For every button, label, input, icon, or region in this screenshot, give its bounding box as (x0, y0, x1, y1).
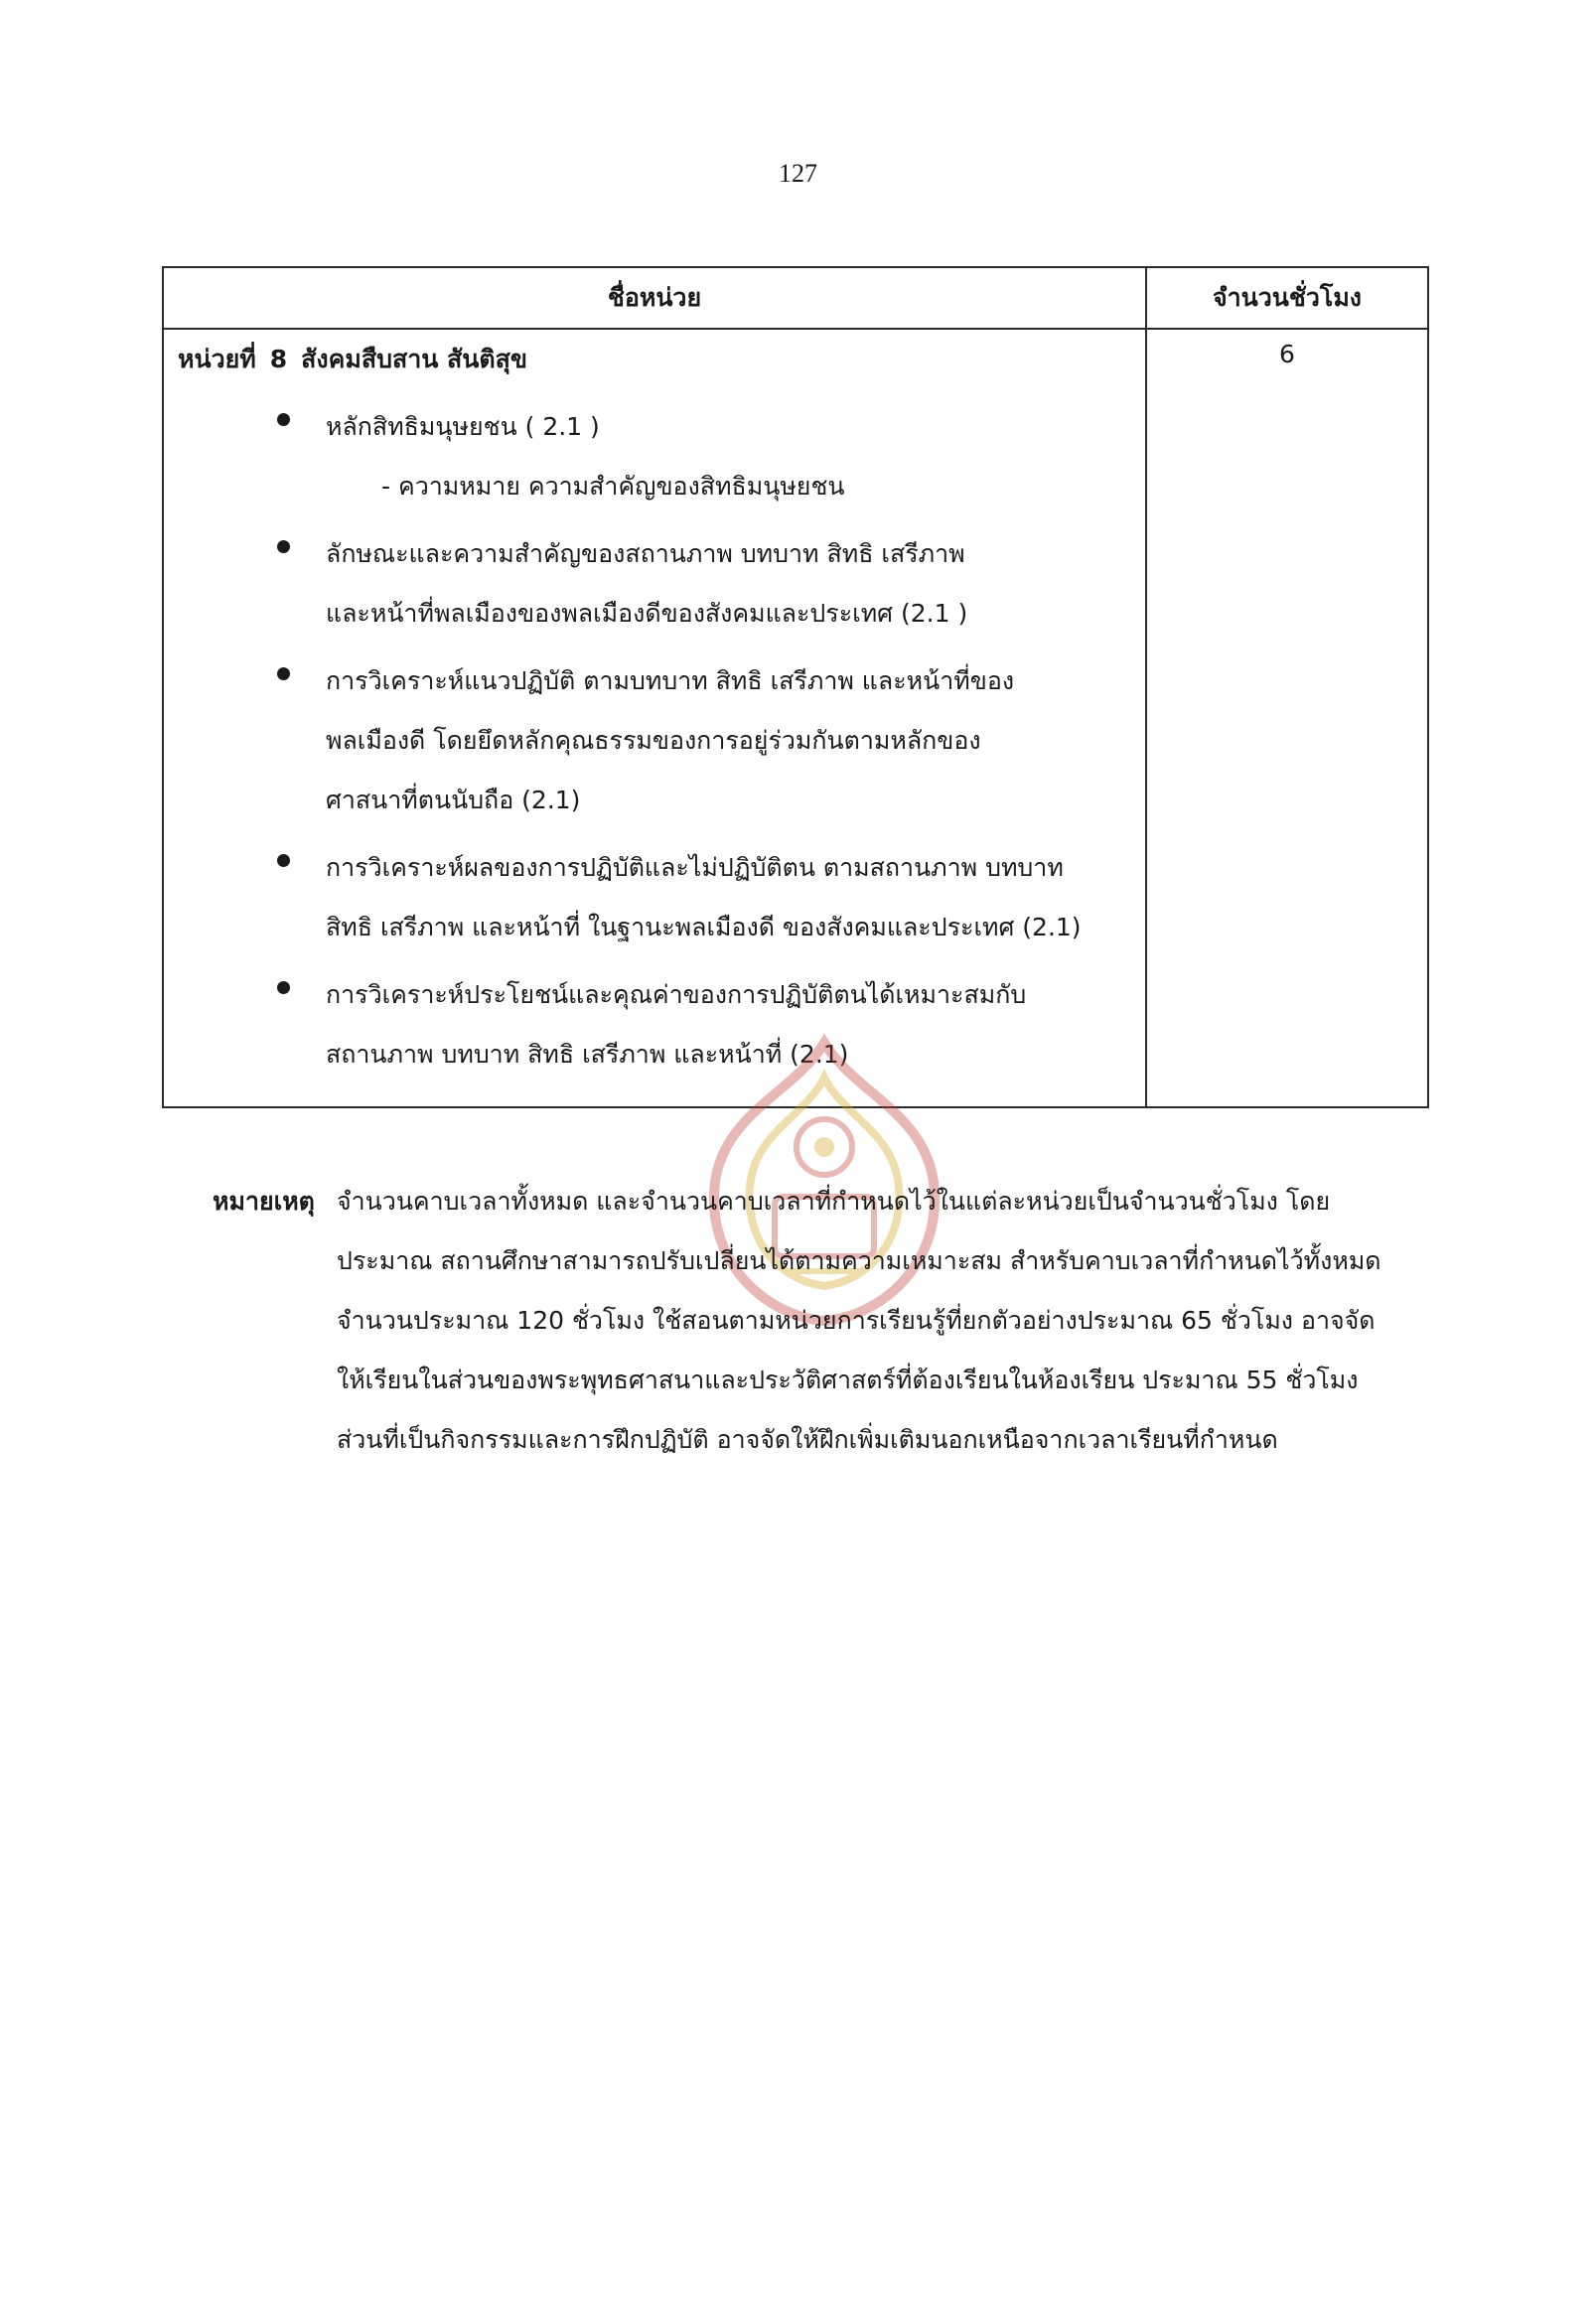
bullet-icon (277, 667, 290, 680)
unit-hours-value: 6 (1279, 340, 1295, 368)
table-header-row (164, 268, 1427, 330)
list-item-line: ลักษณะและความสำคัญของสถานภาพ บทบาท สิทธิ เสรีภาพ (326, 539, 965, 568)
list-item-subline: - ความหมาย ความสำคัญของสิทธิมนุษยชน (381, 472, 845, 501)
header-hours: จำนวนชั่วโมง (1212, 283, 1363, 312)
header-unit-name: ชื่อหน่วย (607, 283, 702, 312)
bullet-icon (277, 981, 290, 994)
list-item-line: และหน้าที่พลเมืองของพลเมืองดีของสังคมและประเทศ (2.1 ) (326, 599, 968, 628)
note-line: ส่วนที่เป็นกิจกรรมและการฝึกปฏิบัติ อาจจัดให้ฝึกเพิ่มเติมนอกเหนือจากเวลาเรียนที่กำหนด (337, 1425, 1278, 1454)
note-line: ให้เรียนในส่วนของพระพุทธศาสนาและประวัติศาสตร์ที่ต้องเรียนในห้องเรียน ประมาณ 55 ชั่วโมง (337, 1366, 1359, 1394)
list-item (164, 965, 1145, 1084)
unit-number: 8 (269, 345, 288, 373)
unit-label: หน่วยที่ (178, 345, 256, 373)
column-divider (1145, 268, 1147, 1106)
list-item-line: การวิเคราะห์ผลของการปฏิบัติและไม่ปฏิบัติตน ตามสถานภาพ บทบาท (326, 853, 1064, 882)
bullet-icon (277, 854, 290, 867)
list-item (164, 524, 1145, 644)
note-label: หมายเหตุ (213, 1187, 315, 1216)
note-line: จำนวนประมาณ 120 ชั่วโมง ใช้สอนตามหน่วยการเรียนรู้ที่ยกตัวอย่างประมาณ 65 ชั่วโมง อาจจัด (337, 1306, 1376, 1335)
list-item-line: พลเมืองดี โดยยึดหลักคุณธรรมของการอยู่ร่วมกันตามหลักของ (326, 726, 981, 755)
bullet-icon (277, 540, 290, 553)
list-item (164, 651, 1145, 830)
list-item (164, 838, 1145, 957)
topic-list (164, 397, 1145, 1092)
note-line: จำนวนคาบเวลาทั้งหมด และจำนวนคาบเวลาที่กำหนดไว้ในแต่ละหน่วยเป็นจำนวนชั่วโมง โดย (337, 1187, 1331, 1216)
note-block (213, 1172, 1434, 1470)
unit-title-text: สังคมสืบสาน สันติสุข (301, 345, 527, 373)
list-item-line: สถานภาพ บทบาท สิทธิ เสรีภาพ และหน้าที่ (2.1) (326, 1040, 849, 1069)
list-item-line: หลักสิทธิมนุษยชน ( 2.1 ) (326, 412, 600, 441)
page-number: 127 (779, 159, 817, 188)
list-item (164, 397, 1145, 516)
bullet-icon (277, 413, 290, 426)
note-line: ประมาณ สถานศึกษาสามารถปรับเปลี่ยนได้ตามความเหมาะสม สำหรับคาบเวลาที่กำหนดไว้ทั้งหมด (337, 1246, 1381, 1275)
list-item-line: ศาสนาที่ตนนับถือ (2.1) (326, 786, 581, 814)
unit-title (178, 340, 527, 379)
unit-table (162, 266, 1429, 1108)
list-item-line: สิทธิ เสรีภาพ และหน้าที่ ในฐานะพลเมืองดี ของสังคมและประเทศ (2.1) (326, 913, 1082, 941)
list-item-line: การวิเคราะห์แนวปฏิบัติ ตามบทบาท สิทธิ เสรีภาพ และหน้าที่ของ (326, 666, 1015, 695)
list-item-line: การวิเคราะห์ประโยชน์และคุณค่าของการปฏิบัติตนได้เหมาะสมกับ (326, 980, 1027, 1009)
